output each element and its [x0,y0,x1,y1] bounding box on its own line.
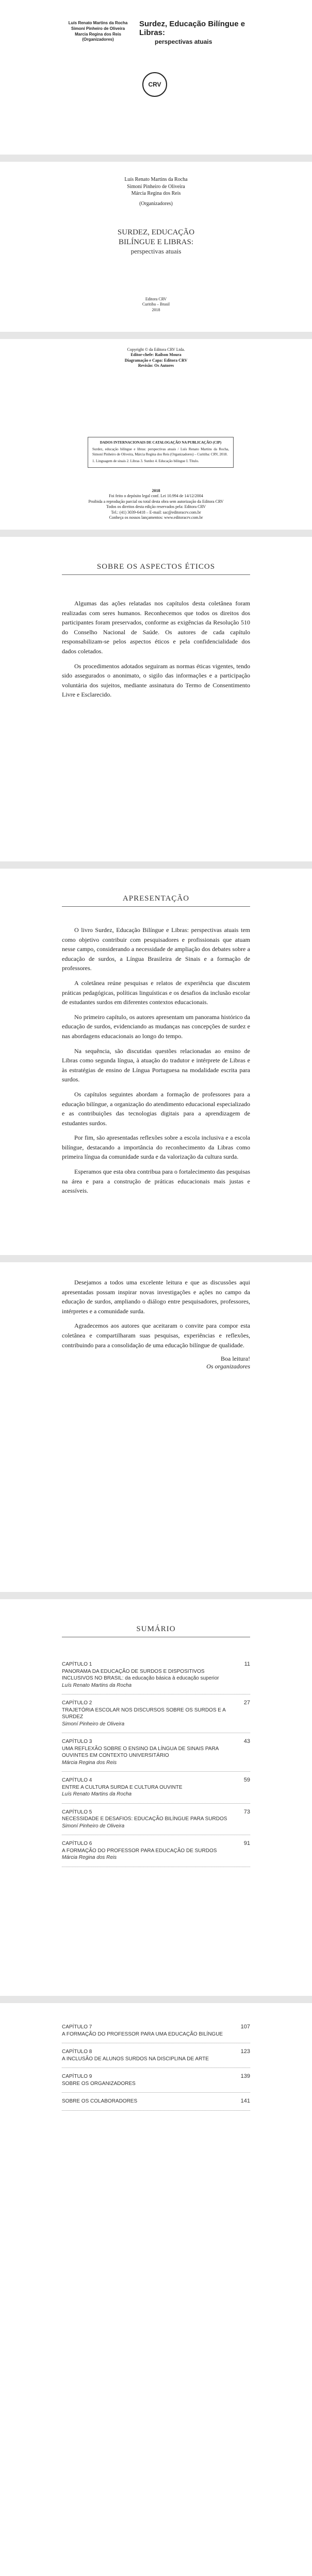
toc-chapter-title: A FORMAÇÃO DO PROFESSOR PARA EDUCAÇÃO DE SURDOS [62,1848,217,1854]
presentation-page [0,869,312,1255]
cover-page [0,0,312,155]
logo-text: CRV [148,81,161,88]
toc-entry[interactable] [62,1772,250,1804]
toc-page-number: 43 [243,1738,250,1744]
presentation-continued-body [62,1278,250,1370]
toc-page-number: 123 [240,2048,250,2055]
ethics-paragraph: Os procedimentos adotados seguiram as normas éticas vigentes, tendo sido assegurados o anonimato, o sigilo das informações e a participação voluntária dos sujeitos, mediante assinatura do Termo de Consentimento Livre e Esclarecido. [62,662,250,699]
title-page [0,162,312,332]
catalog-card [88,437,234,468]
catalog-body: Surdez, educação bilíngue e libras: perspectivas atuais / Luís Renato Martins da Rocha, Simoní Pinheiro de Oliveira, Márcia Regina dos Reis (Organizadores) – Curitiba: CRV, 2018. [92,447,229,456]
organizers-role: (Organizadores) [82,37,114,42]
cover-subtitle: perspectivas atuais [155,38,212,45]
summary-continued-page [0,2003,312,2576]
toc-chapter-title: PANORAMA DA EDUCAÇÃO DE SURDOS E DISPOSITIVOS INCLUSIVOS NO BRASIL: da educação básica à educação superior [62,1668,219,1681]
ethics-paragraph: Algumas das ações relatadas nos capítulos desta coletânea foram realizadas com seres humanos. Reconhecemos que todos os direitos dos participantes foram preservados, conforme as exigências da Resolução 510 do Conselho Nacional de Saúde. Os autores de cada capítulo responsabilizam-se pelos aspectos éticos e pela confidencialidade dos dados coletados. [62,600,250,655]
toc-entry[interactable] [62,1804,250,1836]
presentation-paragraph: Por fim, são apresentadas reflexões sobre a escola inclusiva e a escola bilíngue, destacando a importância do reconhecimento da Libras como primeira língua da comunidade surda e da valorização da cultura surda. [62,1134,250,1161]
toc-entry[interactable] [62,2093,250,2111]
toc-chapter-label: CAPÍTULO 3 [62,1739,92,1744]
author-name: Luís Renato Martins da Rocha [124,177,188,182]
presentation-paragraph: Na sequência, são discutidas questões relacionadas ao ensino de Libras como segunda língua, à atuação do tradutor e intérprete de Libras e às estratégias de ensino de Língua Portuguesa na modalidade escrita para surdos. [62,1047,250,1083]
copyright-block [0,347,312,369]
footer-line: Todos os direitos desta edição reservados pela: Editora CRV [106,504,206,510]
toc-chapter-title: A FORMAÇÃO DO PROFESSOR PARA UMA EDUCAÇÃO BILÍNGUE [62,2031,223,2037]
presentation-paragraph: Os capítulos seguintes abordam a formação de professores para a educação bilíngue, a organização do atendimento educacional especializado e as contribuições das tecnologias digitais para a aprendizagem de estudantes surdos. [62,1090,250,1127]
catalog-subjects: 1. Linguagem de sinais 2. Libras 3. Surdez 4. Educação bilíngue I. Título. [92,459,199,464]
toc-chapter-author: Luís Renato Martins da Rocha [62,1791,132,1797]
toc-chapter-title: ENTRE A CULTURA SURDA E CULTURA OUVINTE [62,1784,183,1790]
summary-continued-list [62,2019,250,2111]
toc-entry[interactable] [62,1835,250,1867]
toc-chapter-author: Márcia Regina dos Reis [62,1855,117,1860]
organizer-name: Luís Renato Martins da Rocha [68,21,128,25]
toc-page-number: 11 [244,1661,250,1667]
organizer-name: Marcia Regina dos Reis [75,31,121,37]
ethics-page [0,537,312,861]
publisher-logo-icon [142,72,167,97]
presentation-paragraph: Agradecemos aos autores que aceitaram o convite para compor esta coletânea e compartilharam suas pesquisas, experiências e reflexões, contribuindo para a consolidação de uma educação bilíngue de qualidade. [62,1322,250,1349]
ethics-heading-wrap [62,563,250,575]
author-name: Márcia Regina dos Reis [131,191,181,196]
title-line: SURDEZ, EDUCAÇÃO [117,228,195,236]
cover-title-block [139,20,258,45]
authors-role: (Organizadores) [139,200,173,207]
presentation-paragraph: No primeiro capítulo, os autores apresentam um panorama histórico da educação de surdos, evidenciando as mudanças nas concepções de surdez e nas abordagens educacionais ao longo do tempo. [62,1013,250,1040]
toc-page-number: 91 [243,1840,250,1846]
copyright-line: Editor-chefe: Railson Moura [130,352,182,358]
presentation-heading-wrap [62,894,250,907]
toc-page-number: 59 [243,1777,250,1783]
toc-page-number: 107 [240,2024,250,2030]
publisher-name: Editora CRV [145,297,167,301]
title-page-imprint [0,297,312,313]
toc-chapter-title: NECESSIDADE E DESAFIOS: EDUCAÇÃO BILÍNGUE PARA SURDOS [62,1816,227,1822]
toc-entry[interactable] [62,1656,250,1694]
toc-chapter-label: CAPÍTULO 1 [62,1662,92,1667]
ethics-heading: SOBRE OS ASPECTOS ÉTICOS [96,563,216,571]
presentation-paragraph: Desejamos a todos uma excelente leitura e que as discussões aqui apresentadas possam inspirar novas investigações e ações no campo da educação de surdos, ampliando o diálogo entre pesquisadores, professores, intérpretes e a comunidade surda. [62,1279,250,1315]
page-separator [0,1996,312,2003]
copyright-line: Copyright © da Editora CRV Ltda. [127,347,185,352]
title-page-authors [0,176,312,207]
copyright-page [0,339,312,530]
presentation-heading: APRESENTAÇÃO [122,894,190,903]
presentation-paragraph: O livro Surdez, Educação Bilíngue e Libras: perspectivas atuais tem como objetivo contribuir com pesquisadores e profissionais que atuam nesse campo, considerando a necessidade de ampliação dos debates sobre a educação de surdos, a Língua Brasileira de Sinais e a formação de professores. [62,926,250,972]
toc-chapter-title: SOBRE OS COLABORADORES [62,2098,138,2104]
copyright-line: Diagramação e Capa: Editora CRV [124,358,188,363]
title-subtitle: perspectivas atuais [130,247,182,255]
presentation-continued-page [0,1262,312,1592]
toc-chapter-title: UMA REFLEXÃO SOBRE O ENSINO DA LÍNGUA DE SINAIS PARA OUVINTES EM CONTEXTO UNIVERSITÁRIO [62,1745,219,1758]
page-separator [0,530,312,537]
author-name: Simoní Pinheiro de Oliveira [127,183,185,190]
toc-entry[interactable] [62,2019,250,2043]
organizer-name: Simoní Pinheiro de Oliveira [71,26,125,31]
toc-chapter-label: CAPÍTULO 6 [62,1841,92,1846]
toc-page-number: 27 [243,1700,250,1706]
toc-chapter-title: A INCLUSÃO DE ALUNOS SURDOS NA DISCIPLINA DE ARTE [62,2056,209,2062]
presentation-paragraph: A coletânea reúne pesquisas e relatos de experiência que discutem práticas pedagógicas, políticas linguísticas e os desafios da inclusão escolar de estudantes surdos em diferentes contextos educacionais. [62,979,250,1006]
toc-chapter-label: CAPÍTULO 8 [62,2049,92,2055]
toc-chapter-title: SOBRE OS ORGANIZADORES [62,2080,136,2087]
toc-entry[interactable] [62,2068,250,2093]
ethics-body [62,599,250,705]
page-separator [0,861,312,869]
toc-page-number: 141 [240,2098,250,2104]
page-separator [0,1255,312,1262]
summary-heading-wrap [62,1625,250,1637]
toc-chapter-label: CAPÍTULO 7 [62,2024,92,2030]
page-separator [0,155,312,162]
title-page-title [0,228,312,256]
presentation-paragraph: Esperamos que esta obra contribua para o fortalecimento das pesquisas na área e para a construção de práticas educacionais mais justas e acessíveis. [62,1168,250,1195]
footer-line: Tel.: (41) 3039-6418 – E-mail: sac@editoracrv.com.br [111,510,201,515]
presentation-signature-by: Os organizadores [206,1363,250,1370]
page-separator [0,1592,312,1599]
toc-entry[interactable] [62,2043,250,2068]
presentation-signature: Boa leitura! [221,1355,250,1363]
publisher-city: Curitiba – Brasil [142,302,170,307]
summary-list [62,1656,250,1867]
toc-page-number: 73 [243,1808,250,1815]
summary-page [0,1599,312,1996]
toc-chapter-title: TRAJETÓRIA ESCOLAR NOS DISCURSOS SOBRE OS SURDOS E A SURDEZ [62,1707,226,1720]
toc-page-number: 139 [240,2073,250,2079]
footer-year: 2018 [152,488,160,493]
cover-organizers [67,21,129,43]
toc-entry[interactable] [62,1694,250,1733]
toc-entry[interactable] [62,1733,250,1772]
title-line: BILÍNGUE E LIBRAS: [119,238,193,246]
publication-year: 2018 [152,307,160,312]
toc-chapter-label: CAPÍTULO 2 [62,1700,92,1706]
copyright-footer [0,488,312,520]
catalog-title: DADOS INTERNACIONAIS DE CATALOGAÇÃO NA PUBLICAÇÃO (CIP) [100,440,222,445]
toc-chapter-label: CAPÍTULO 9 [62,2074,92,2079]
toc-chapter-author: Márcia Regina dos Reis [62,1759,117,1766]
footer-line: Foi feito o depósito legal conf. Lei 10.994 de 14/12/2004 [109,494,203,499]
footer-line: Proibida a reprodução parcial ou total desta obra sem autorização da Editora CRV [88,499,224,504]
toc-chapter-author: Simoní Pinheiro de Oliveira [62,1823,125,1829]
summary-heading: SUMÁRIO [136,1625,176,1633]
footer-line: Conheça os nossos lançamentos: www.editoracrv.com.br [109,515,203,520]
toc-chapter-label: CAPÍTULO 4 [62,1777,92,1783]
toc-chapter-author: Luís Renato Martins da Rocha [62,1682,132,1688]
page-separator [0,332,312,339]
copyright-line: Revisão: Os Autores [138,363,174,368]
cover-title: Surdez, Educação Bilíngue e Libras: [139,20,245,37]
toc-chapter-author: Simoní Pinheiro de Oliveira [62,1721,125,1727]
toc-chapter-label: CAPÍTULO 5 [62,1809,92,1815]
presentation-body [62,925,250,1201]
